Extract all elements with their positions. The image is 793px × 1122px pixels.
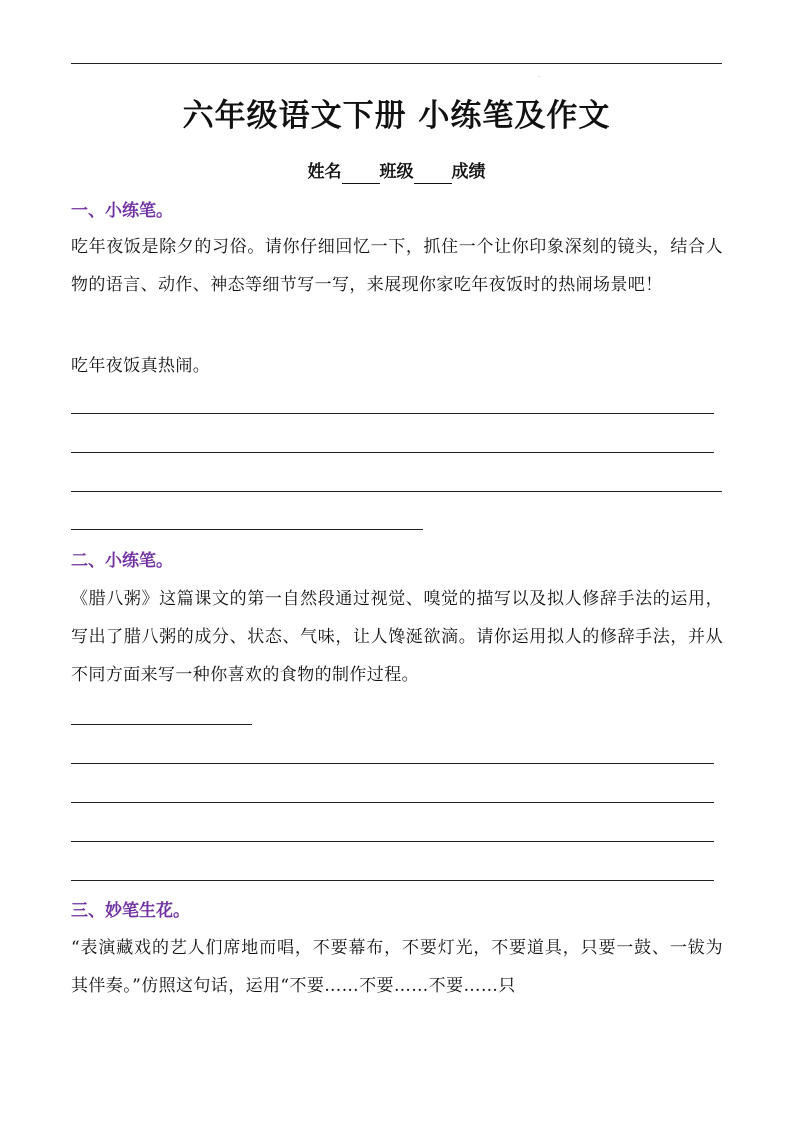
header-dot: . [538,72,540,79]
class-label: 班级 [379,162,414,182]
writing-line[interactable] [71,763,714,764]
section-3-heading: 三、妙笔生花。 [71,901,190,921]
page-title: 六年级语文下册 小练笔及作文 [182,98,611,134]
student-info-line [0,160,793,184]
score-label: 成绩 [451,162,486,182]
class-blank[interactable] [414,165,452,184]
name-label: 姓名 [307,162,342,182]
section-1-heading: 一、小练笔。 [71,201,173,221]
section-3-prompt: “表演藏戏的艺人们席地而唱，不要幕布，不要灯光，不要道具，只要一鼓、一钹为其伴奏。”仿照这句话，运用“不要……不要……不要……只 [71,938,723,996]
name-blank[interactable] [342,165,380,184]
writing-line[interactable] [71,413,714,414]
section-1-starter: 吃年夜饭真热闹。 [71,356,211,376]
section-2-prompt: 《腊八粥》这篇课文的第一自然段通过视觉、嗅觉的描写以及拟人修辞手法的运用，写出了腊八粥的成分、状态、气味，让人馋涎欲滴。请你运用拟人的修辞手法，并从不同方面来写一种你喜欢的食物的制作过程。 [71,589,723,685]
section-2-heading: 二、小练笔。 [71,551,173,571]
writing-line[interactable] [71,880,714,881]
writing-line[interactable] [71,452,714,453]
header-rule [71,63,722,64]
writing-line[interactable] [71,841,714,842]
writing-line[interactable] [71,802,714,803]
writing-line[interactable] [71,529,423,530]
writing-line[interactable] [71,724,252,725]
section-1-prompt: 吃年夜饭是除夕的习俗。请你仔细回忆一下，抓住一个让你印象深刻的镜头，结合人物的语言、动作、神态等细节写一写，来展现你家吃年夜饭时的热闹场景吧！ [71,237,723,295]
writing-line[interactable] [71,491,722,492]
